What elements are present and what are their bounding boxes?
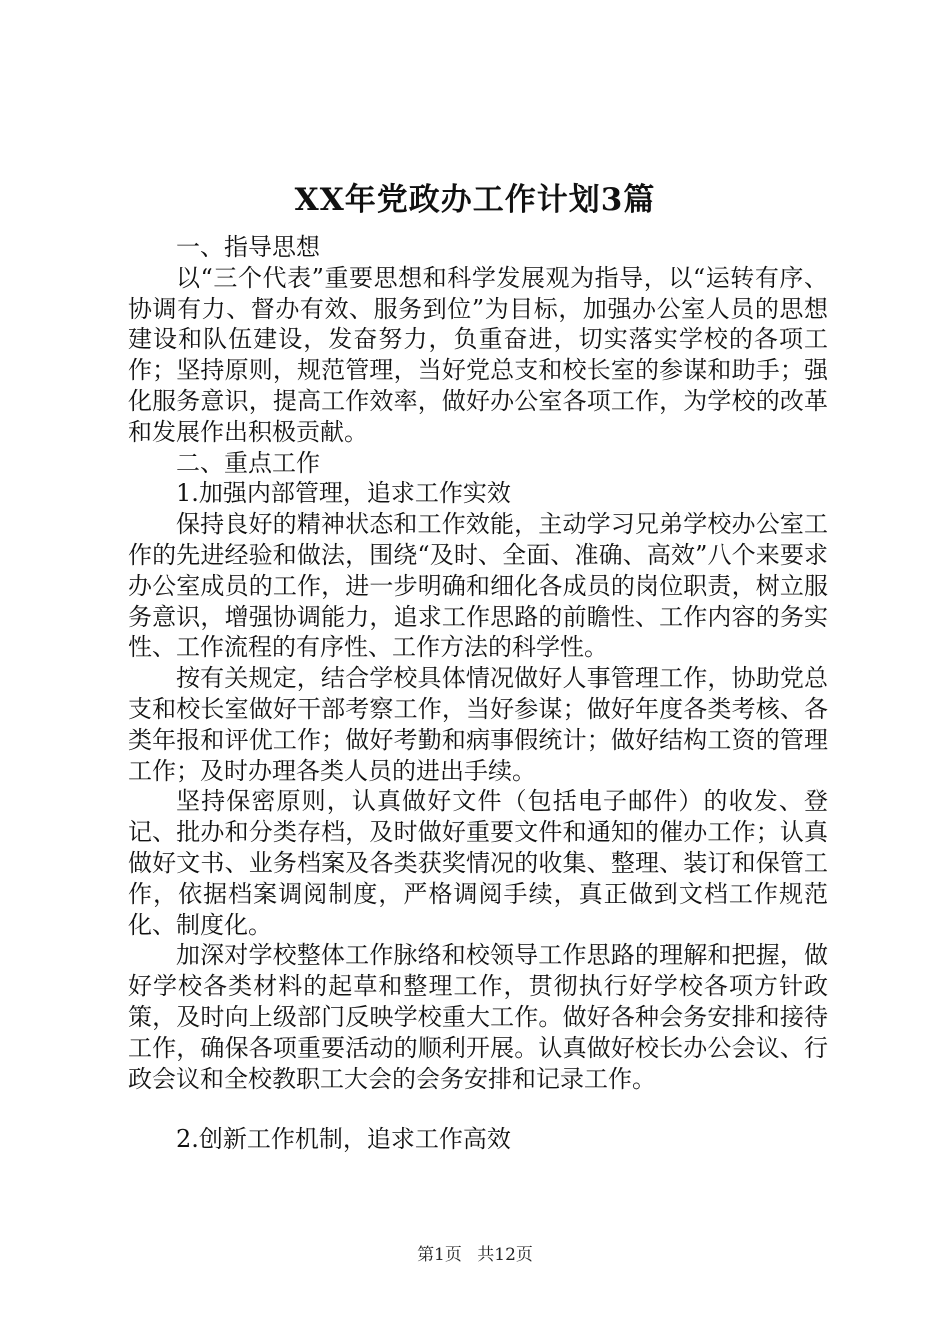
body-paragraph: 以“三个代表”重要思想和科学发展观为指导，以“运转有序、协调有力、督办有效、服务到位”为目标，加强办公室人员的思想建设和队伍建设，发奋努力，负重奋进，切实落实学校的各项工作；坚持原则，规范管理，当好党总支和校长室的参谋和助手；强化服务意识，提高工作效率，做好办公室各项工作，为学校的改革和发展作出积极贡献。	[128, 263, 828, 446]
body-paragraph: 坚持保密原则，认真做好文件（包括电子邮件）的收发、登记、批办和分类存档，及时做好重要文件和通知的催办工作；认真做好文书、业务档案及各类获奖情况的收集、整理、装订和保管工作，依据档案调阅制度，严格调阅手续，真正做到文档工作规范化、制度化。	[128, 787, 828, 939]
body-paragraph: 加深对学校整体工作脉络和校领导工作思路的理解和把握，做好学校各类材料的起草和整理工作，贯彻执行好学校各项方针政策，及时向上级部门反映学校重大工作。做好各种会务安排和接待工作，确保各项重要活动的顺利开展。认真做好校长办公会议、行政会议和全校教职工大会的会务安排和记录工作。	[128, 941, 828, 1093]
body-paragraph: 按有关规定，结合学校具体情况做好人事管理工作，协助党总支和校长室做好干部考察工作，当好参谋；做好年度各类考核、各类年报和评优工作；做好考勤和病事假统计；做好结构工资的管理工作；及时办理各类人员的进出手续。	[128, 664, 828, 785]
document-body	[128, 232, 828, 1155]
total-pages: 共12页	[477, 1245, 533, 1265]
document-title: XX年党政办工作计划3篇	[294, 182, 656, 218]
page-number: 第1页	[417, 1245, 462, 1265]
body-paragraph: 保持良好的精神状态和工作效能，主动学习兄弟学校办公室工作的先进经验和做法，围绕“及时、全面、准确、高效”八个来要求办公室成员的工作，进一步明确和细化各成员的岗位职责，树立服务意识，增强协调能力，追求工作思路的前瞻性、工作内容的务实性、工作流程的有序性、工作方法的科学性。	[128, 510, 828, 662]
section-heading: 一、指导思想	[176, 233, 320, 261]
subsection-heading: 2.创新工作机制，追求工作高效	[176, 1125, 511, 1154]
subsection-heading: 1.加强内部管理，追求工作实效	[176, 479, 511, 508]
section-heading: 二、重点工作	[176, 448, 320, 477]
page-footer	[0, 1244, 950, 1266]
